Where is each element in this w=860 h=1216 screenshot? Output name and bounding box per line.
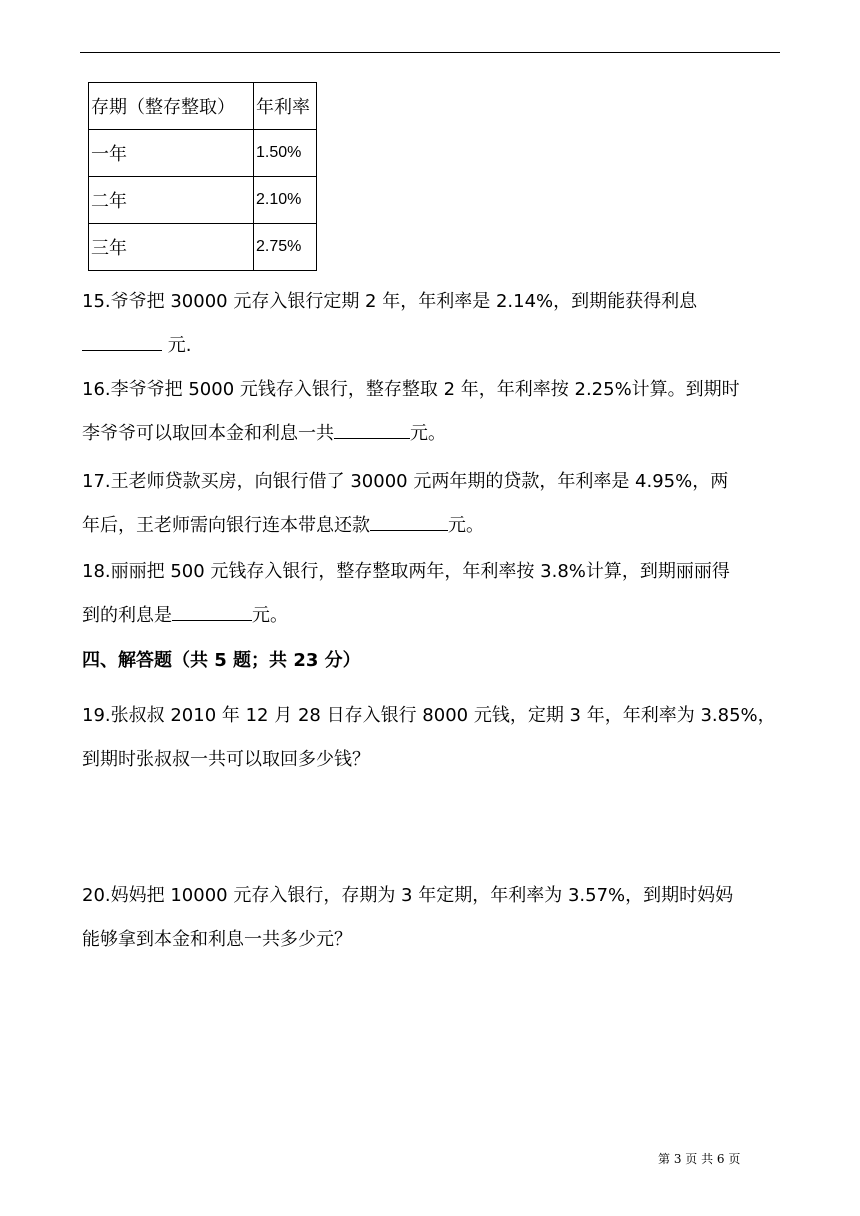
question-18-line-1: 18.丽丽把 500 元钱存入银行，整存整取两年，年利率按 3.8%计算，到期丽丽得 — [82, 561, 730, 582]
question-17-text: 年后，王老师需向银行连本带息还款 — [82, 515, 370, 536]
table-row — [89, 224, 317, 271]
answer-blank-16[interactable] — [334, 418, 410, 439]
table-cell-term: 三年 — [89, 224, 254, 271]
table-cell-rate: 2.10% — [254, 177, 317, 224]
answer-blank-17[interactable] — [370, 510, 448, 531]
answer-blank-15[interactable] — [82, 330, 162, 351]
question-15-line-1: 15.爷爷把 30000 元存入银行定期 2 年，年利率是 2.14%，到期能获得利息 — [82, 291, 698, 312]
table-cell-term: 二年 — [89, 177, 254, 224]
table-cell-term: 一年 — [89, 130, 254, 177]
table-header-rate: 年利率 — [254, 83, 317, 130]
question-17-line-1: 17.王老师贷款买房，向银行借了 30000 元两年期的贷款，年利率是 4.95%，两 — [82, 471, 729, 492]
table-row — [89, 130, 317, 177]
question-17-unit: 元。 — [448, 515, 484, 536]
table-cell-rate: 2.75% — [254, 224, 317, 271]
question-20-line-1: 20.妈妈把 10000 元存入银行，存期为 3 年定期，年利率为 3.57%，到期时妈妈 — [82, 885, 734, 906]
answer-blank-18[interactable] — [172, 600, 252, 621]
section-title: 四、解答题（共 5 题；共 23 分） — [82, 650, 361, 671]
question-18-text: 到的利息是 — [82, 605, 172, 626]
interest-rate-table — [88, 82, 317, 271]
question-15-line-2 — [82, 324, 782, 368]
question-16-text: 李爷爷可以取回本金和利息一共 — [82, 423, 334, 444]
table-header-row — [89, 83, 317, 130]
question-18-unit: 元。 — [252, 605, 288, 626]
question-18-line-2 — [82, 594, 782, 638]
page-number: 第 3 页 共 6 页 — [658, 1152, 741, 1166]
header-rule — [80, 52, 780, 53]
table-header-term: 存期（整存整取） — [89, 83, 254, 130]
table-row — [89, 177, 317, 224]
question-16-unit: 元。 — [410, 423, 446, 444]
question-16-line-2 — [82, 412, 782, 456]
question-16-line-1: 16.李爷爷把 5000 元钱存入银行，整存整取 2 年，年利率按 2.25%计算。到期时 — [82, 379, 740, 400]
table-cell-rate: 1.50% — [254, 130, 317, 177]
question-20-line-2: 能够拿到本金和利息一共多少元？ — [82, 929, 352, 950]
question-15-unit: 元. — [162, 335, 192, 356]
question-17-line-2 — [82, 504, 782, 548]
question-19-line-2: 到期时张叔叔一共可以取回多少钱？ — [82, 749, 370, 770]
question-19-line-1: 19.张叔叔 2010 年 12 月 28 日存入银行 8000 元钱，定期 3 年，年利率为 3.85%， — [82, 705, 776, 726]
